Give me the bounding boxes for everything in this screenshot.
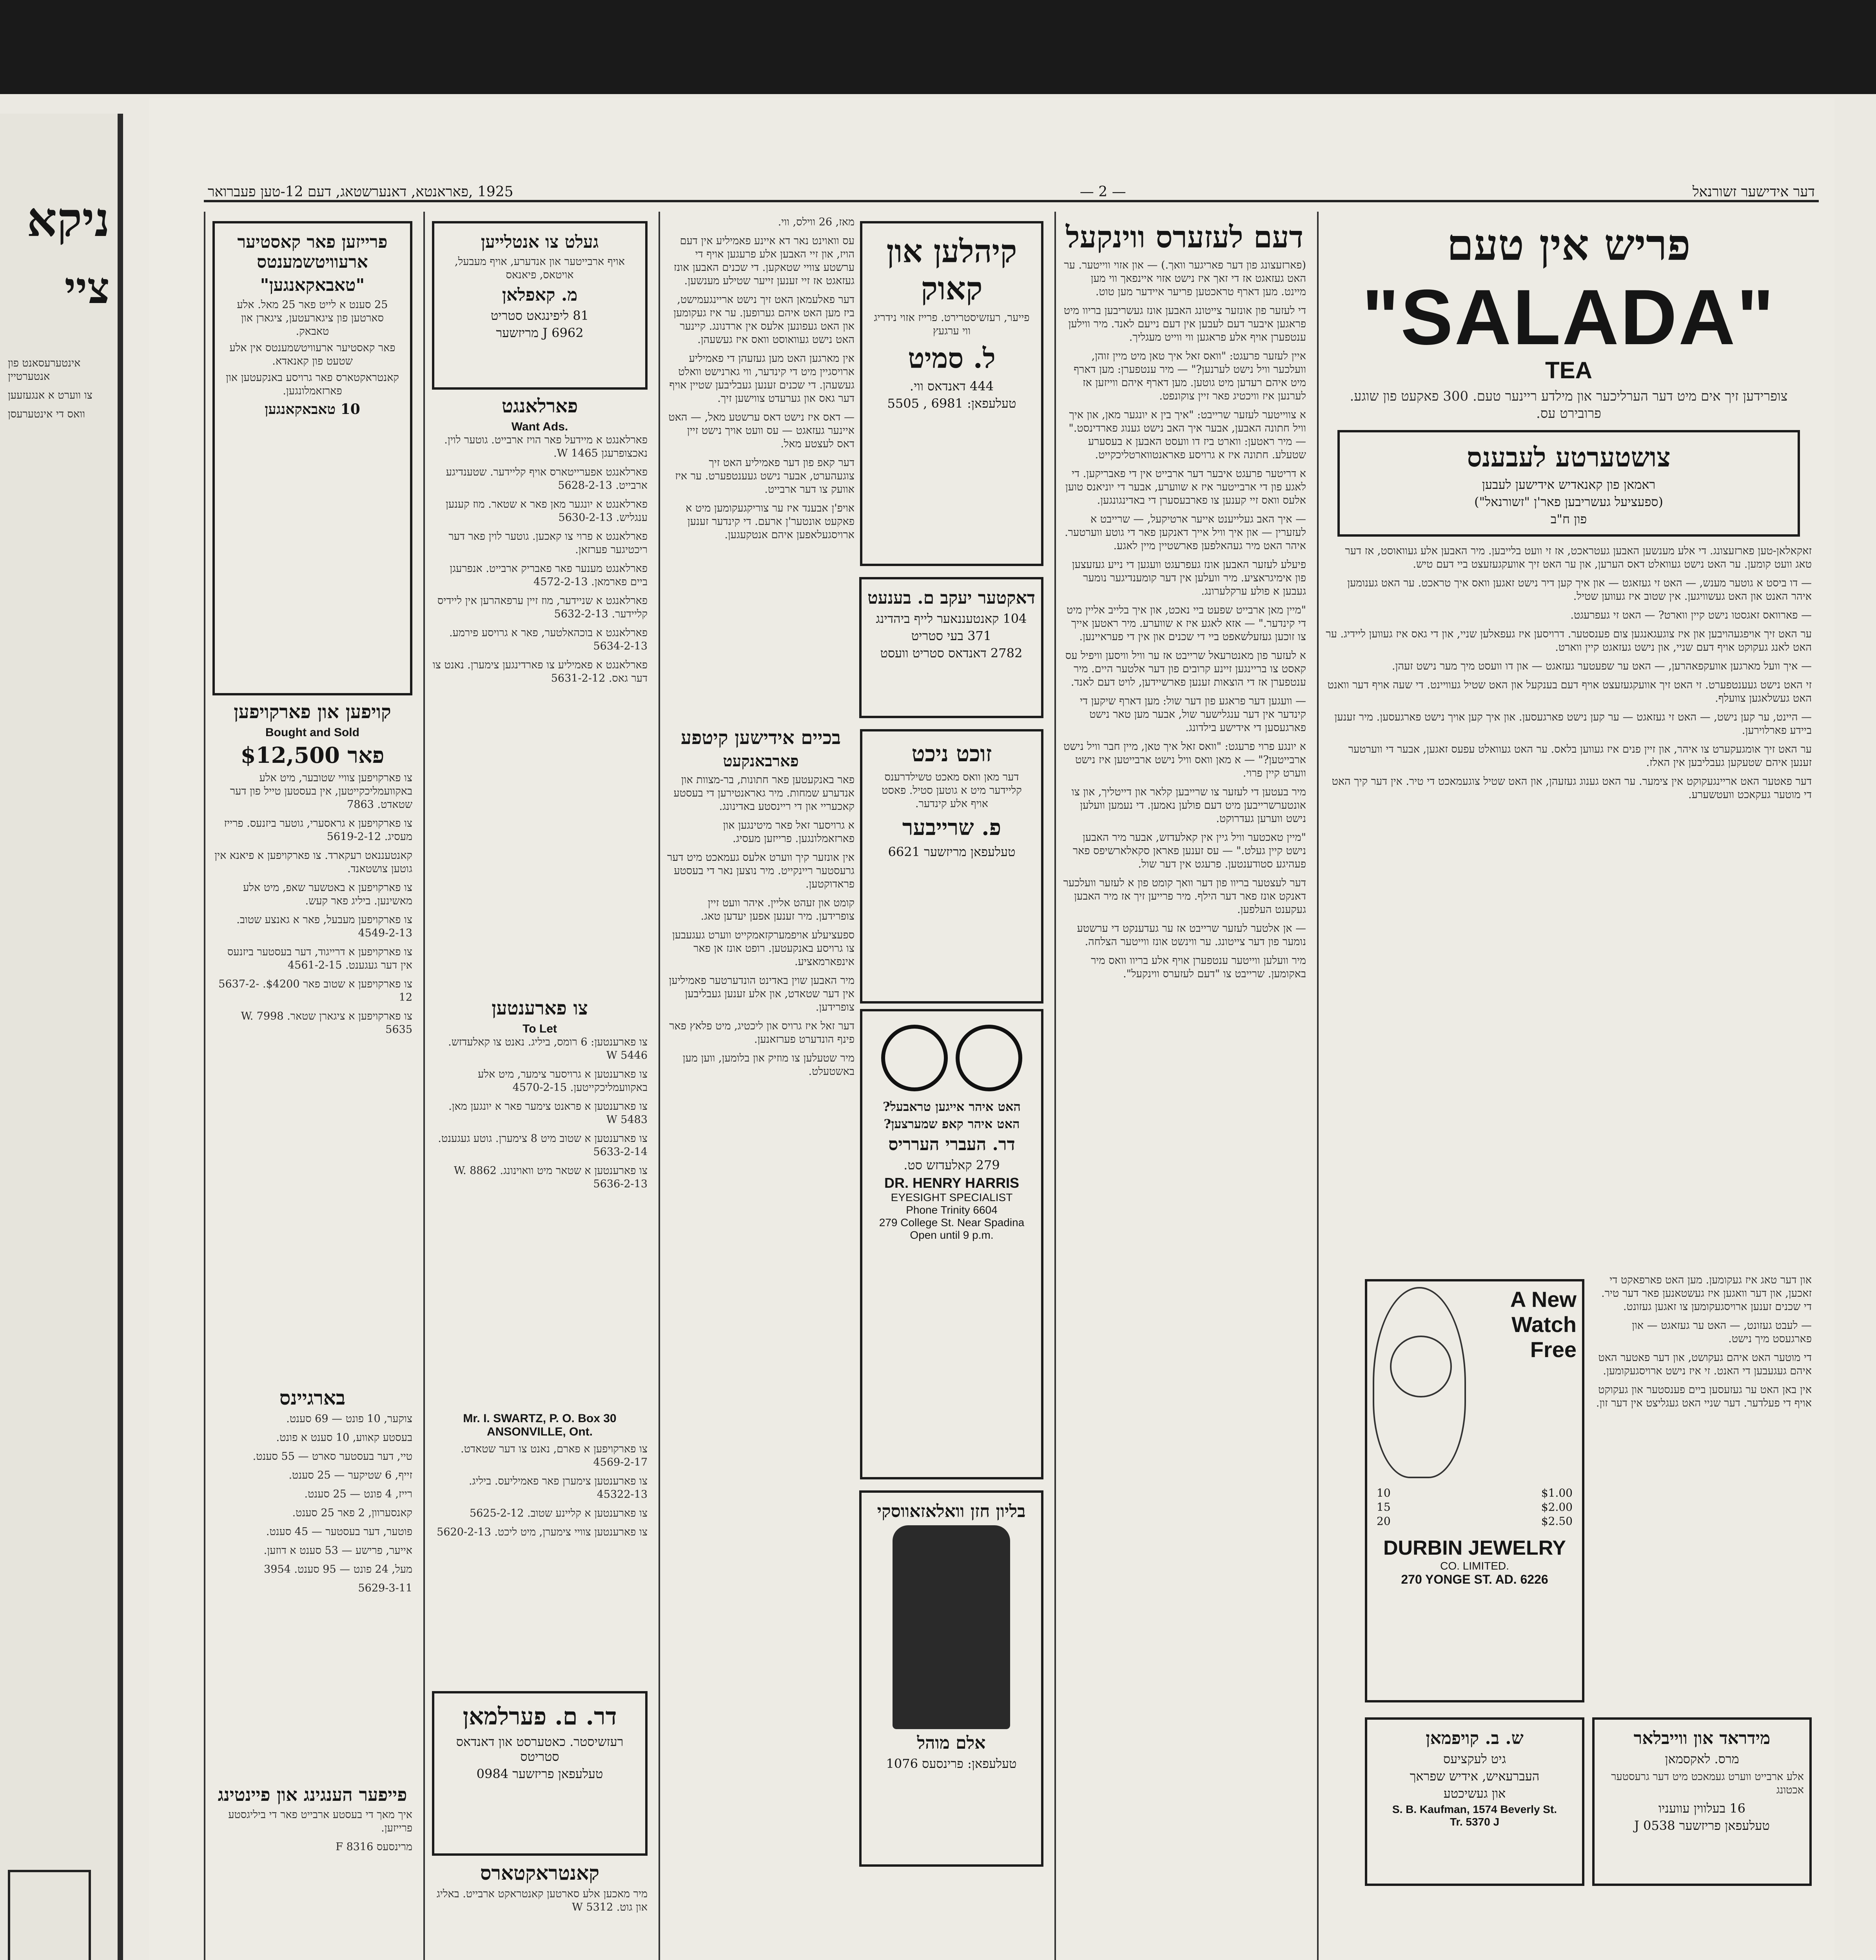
watch-title-3: Free (1530, 1337, 1577, 1362)
midwife-ad[interactable]: מידראד און ווייבלאר מרס. לאקסמאן אלע ארבייט ווערט געמאכט מיט דער גרעסטער אכטונג 16 בעלווין עוועניו טעלעפאן פריזשער J 0538 (1592, 1717, 1812, 1886)
doctor-bennett-address2: 371 בעי סטריט (911, 628, 992, 643)
serial-box (1337, 430, 1800, 537)
coal-ad-address: 444 דאנדאס ווי. (909, 379, 994, 394)
adjacent-page-strip (0, 114, 123, 1960)
want-ads-title: פארלאנגט (501, 395, 578, 417)
mohel-ad-name: אלם מוהל (917, 1733, 986, 1753)
loan-ad-address: 81 ליפינגאט סטריט (490, 308, 589, 323)
watch-price: $1.00 (1541, 1486, 1573, 1499)
bargains-title: בארגיינס (279, 1386, 346, 1409)
coal-ad-title: קיהלען און קאוק (886, 233, 1017, 307)
schreiber-ad[interactable]: זוכט ניכט דער מאן וואס מאכט טשילדרענס קליידער מיט א גוטען סטיל. פאסט אויף אלע קינדער. פ. שרייבער טעלעפאן מריזשער 6621 (860, 729, 1043, 1004)
watch-qty: 15 (1377, 1501, 1391, 1514)
schreiber-ad-title: זוכט ניכט (911, 741, 992, 767)
left-image-box (8, 1870, 91, 1960)
schreiber-ad-name: פ. שרייבער (902, 815, 1002, 840)
col3-text-top: מאז, 26 ווילס, ווי. עס וואוינט נאר דא איינע פאמיליע אין דעם הויז, און זיי האבען אלע פרעגען אויף די ערשטע צוויי שטאקען. די שכנים האבען אונז געזאגט אז זיי זענען זייער שטילע מענשען. דער פאלעמאן האט זיך נישט אריינגעמישט, ביז מען האט איהם גערופען. ער איז געקומען און האט געפונען אלעס אין ארדנונג. קיינער האט נישט געוואוסט וואס איז געשעהן. אין מארגען האט מען געזעהן די פאמיליע ארויסגיין מיט די קינדער, ווי גארנישט וואלט געשעהן. די שכנים זענען געבליבען שטיין אויף דער גאס און גערעדט צווישען זיך. — דאס איז נישט דאס ערשטע מאל, — האט איינער געזאגט — עס וועט אויך נישט זיין דאס לעצטע מאל. דער קאפ פון דער פאמיליע האט זיך צוגעהערט, אבער נישט געענטפערט. ער איז אוועק צו דער ארבייט. אויפ'ן אבענד איז ער צוריקגעקומען מיט א פאקעט אונטער'ן ארעם. די קינדער זענען ארויסגעלאפען איהם אנטקעגען. (667, 216, 855, 572)
serial-text: זאקאלאן-טען פארזעצונג. די אלע מענשען האבען געטראכט, אז זי וועט בלייבען. מיר האבען אלע געוואוסט, אז דער טאג וועט קומען. ער האט נישט געוואלט דאס הערען, און ער האט זיך אוועקגעזעצט ביי דעם טיש. — דו ביסט א גוטער מענש, — האט זי געזאגט — און איך קען דיר נישט זאגען וואס איך טראכט. ער האט גענומען איהר האנט און האט געשוויגען. אין שטוב איז געווען שטיל. — פארוואס זאגסטו נישט קיין ווארט? — האט זי געפרעגט. ער האט זיך אויפגעהויבען און איז צוגעגאנגען צום פענסטער. דרויסען איז געפאלען שניי, און די גאס איז געווען ליידיג. ער האט לאנג געקוקט אויף דעם שניי, און נישט געזאגט קיין ווארט. — איך וועל מארגען אוועקפאהרען, — האט ער שפעטער געזאגט — און דו וועסט מיך מער נישט זעהן. זי האט נישט געענטפערט. זי האט זיך אוועקגעזעצט אויף דעם בענקעל און האט שטיל געוויינט. די שעה אויף דער וואנט האט געשלאגען צוועלף. — היינט, ער קען נישט, — האט זי געזאגט — ער קען נישט פארגעסען. און איך קען אויך נישט פארגעסען. מיר זענען ביידע פארלוירען. ער האט זיך אומגעקערט צו איהר, און זיין פנים איז געווען בלאס. ער האט געוואלט עפעס זאגען, אבער די ווערטער זענען איהם שטעקען געבליבען אין האלז. דער פאטער האט אריינגעקוקט אין צימער. ער האט גענוג געזעהן, און האט שטיל צוגעמאכט די טיר. אין דער קיך האט די מוטער געקאכט וועטשערע. (1326, 545, 1812, 801)
left-fragment-text: אינטערעסאנט פון אנטערטיין צו ווערט א אנגעזעען וואס די אינטערעסן (8, 357, 93, 420)
bargains-text: צוקער, 10 פונט — 69 סענט. בעסטע קאווע, 10 סענט א פונט. טיי, דער בעסטער סארט — 55 סענט. זייף, 6 שטיקער — 25 סענט. רייז, 4 פונט — 25 סענט. קאנסערוון, 2 פאר 25 סענט. פוטער, דער בעסטער — 45 סענט. אייער, פרישע — 53 סענט א דוזען. מעל, 24 פונט — 95 סענט. 3954 5629-3-11 (252, 1413, 412, 1594)
coal-ad-name: ל. סמיט (908, 342, 996, 374)
midwife-address: 16 בעלווין עוועניו (1658, 1801, 1746, 1816)
loan-ad-name: מ. קאפלאן (502, 285, 578, 305)
salada-blurb: צופרידען זיך אים מיט דער הערליכער און מילדע ריינער טעם. 300 פאקעט פון שוגע. פרובירט עס. (1350, 388, 1788, 421)
bought-sold-en: Bought and Sold (265, 726, 359, 739)
lessons-phone: Tr. 5370 J (1450, 1816, 1500, 1828)
dr-perlman-sub: רעזשיסטר. כאטערסט און דאנדאס סטריטס (456, 1734, 624, 1764)
doctor-bennett-title: דאקטער יעקב ם. בענעט (867, 588, 1035, 608)
serial-text-cont: און דער טאג איז געקומען. מען האט פארפאקט די זאכען, און דער וואגען איז געשטאנען פאר דער טיר. די שכנים זענען ארויסגעקומען צו זאגען געזונט. — לעבט געזונט, — האט ער געזאגט — און פארגעסט מיך נישט. די מוטער האט איהם געקושט, און דער פאטער האט איהם געגעבען די האנט. זי איז נישט ארויסגעקומען. אין באן האט ער געזעסען ביים פענסטער און געקוקט אויף די פעלדער. דער שניי האט געגליצט אין דער זון. (1596, 1274, 1812, 1409)
readers-corner-text: (פארזעצונג פון דער פאריגער וואך.) — און אזוי ווייטער. ער האט געזאגט אז די זאך איז נישט אזוי איינפאך ווי מען מיינט. מען דארף טראכטען פריער איידער מען טוט. די לעזער פון אונזער צייטונג האבען אונז געשריבען בריוו מיט פראגען איבער דעם לעבען אין דעם נייעם לאנד. מיר ווילען ענטפערן אויף אלע פראגען ווי ווייט מעגליך. איין לעזער פרעגט: "וואס זאל איך טאן מיט מיין זוהן, וועלכער וויל נישט לערנען?" — מיר ענטפערן: מען דארף מיט איהם רעדען מיט גוטען. מען דארף איהם ווייזען אז לערנען איז וויכטיג פאר זיין צוקונפט. א צווייטער לעזער שרייבט: "איך בין א יונגער מאן, און איך וויל חתונה האבען, אבער איך האב נישט גענוג פארדינסט." — מיר ראטען: ווארט ביז דו וועסט האבען א בעסערע שטעלע. חתונה איז א גרויסע פאראנטווארטליכקייט. א דריטער פרעגט איבער דער ארבייט אין די פאבריקען. די לאגע פון די ארבייטער איז א שווערע, אבער די יוניאנס טוען אלעס וואס זיי קענען צו פארבעסערן די באדינגונגען. — איך האב געלייענט אייער ארטיקעל, — שרייבט א לעזערין — און איך וויל אייך דאנקען פאר די גוטע ווערטער. איהר האט מיר געהאלפען פארשטיין מיין לאגע. פיעלע לעזער האבען אונז געפרעגט וועגען די נייע געזעצען פון אימיגראציע. מיר וועלען אין דער קומענדיגער נומער געבען א פולע ערקלערונג. "מיין מאן ארבייט שפעט ביי נאכט, און איך בלייב אליין מיט די קינדער." — אזא לאגע איז א שווערע. מיר ראטען אייך צו זוכען געזעלשאפט ביי די שכנים און אין די פעראיינען. א לעזער פון מאנטרעאל שרייבט אז ער וויל וויסען וויפיל עס קאסט צו בריינגען זיינע קרובים פון דער אלטער היים. מיר ענטפערן אז די הוצאות זענען פארשיידען, לויט דעם לאנד. — וועגען דער פראגע פון דער שול: מען דארף שיקען די קינדער אין דער ענגלישער שול, אבער מען טאר נישט פארגעסען די אידישע בילדונג. א יונגע פרוי פרעגט: "וואס זאל איך טאן, מיין חבר וויל נישט ארבייטען?" — א מאן וואס וויל נישט ארבייטען איז נישט ווערט קיין פרוי. מיר בעטען די לעזער צו שרייבען קלאר און דייטליך, און צו אונטערשרייבען מיט דעם פולען נאמען. די נעמען וועלען נישט ווערען געדרוקט. "מיין טאכטער וויל גיין אין קאלעדזש, אבער מיר האבען נישט קיין געלט." — עס זענען פאראן סקאלארשיפס פאר פעהיגע סטודענטען. פרעגט אין דער שול. דער לעצטער בריוו פון דער וואך קומט פון א לעזער וועלכער דאנקט אונז פאר דער הילף. מיר פרייען זיך אז מיר האבען געקענט העלפען. — אן אלטער לעזער שרייבט אז ער געדענקט די ערשטע נומער פון דער צייטונג. ער ווינשט אונז ווייטער הצלחה. מיר וועלען ווייטער ענטפערן אויף אלע בריוו וואס מיר באקומען. שרייבט צו "דעם לעזערס ווינקעל". (1063, 259, 1306, 980)
eye-ad-name: דר. העברי הערריס (888, 1134, 1015, 1154)
paper-hanging-phone: מרינסעס F 8316 (336, 1841, 412, 1853)
paper-hanging-text: איך מאך די בעסטע ארבייט פאר די ביליגסטע פרייזען. מרינסעס F 8316 (212, 1808, 412, 1854)
tobacco-ad-footer: 10 טאבאקאנגען (265, 401, 360, 417)
watch-price: $2.50 (1541, 1515, 1573, 1528)
tea-headline: פריש אין טעם (1446, 220, 1691, 270)
serial-line-2: (ספעציעל געשריבען פאר'ן "זשורנאל") (1474, 494, 1664, 509)
swartz-address-1: Mr. I. SWARTZ, P. O. Box 30 (463, 1412, 617, 1425)
header-center: — 2 — (1080, 184, 1126, 200)
watch-ad[interactable] (1365, 1279, 1584, 1702)
to-let-text-2: צו פארקויפען א פארם, נאנט צו דער שטאדט. 4569-2-17 צו פארענטען צימערן פאר פאמיליעס. ביליג. 45322-13 צו פארענטען א קליינע שטוב. 5625-2-12 צו פארענטען צוויי צימערן, מיט ליכט. 5620-2-13 (437, 1443, 648, 1538)
serial-title: צושטערטע לעבענס (1467, 442, 1671, 473)
col3-note: מאז, 26 ווילס, ווי. (778, 216, 855, 228)
to-let-text: צו פארענטען: 6 רומס, ביליג. נאנט צו קאלעדזש. 5446 W צו פארענטען א גרויסער צימער, מיט אלע באקוועמליכקייטען. 4570-2-15 צו פארענטען א פראנט צימער פאר א יונגען מאן. 5483 W צו פארענטען א שטוב מיט 8 צימערן. גוטע געגענט. 5633-2-14 צו פארענטען א שטאר מיט וואוינונג. 8862 W. 5636-2-13 (438, 1036, 648, 1190)
loan-ad-phone: 6962 J מריזשער (496, 325, 584, 340)
to-let-en: To Let (523, 1022, 557, 1035)
column-2 (1054, 212, 1313, 1960)
coal-ad[interactable]: קיהלען און קאוק פייער, רעזשיסטרירט. פרייז אזוי נידריג ווי ערגעץ ל. סמיט 444 דאנדאס ווי. טעלעפאן: 6981 , 5505 (860, 221, 1043, 566)
tobacco-ad-brand: "טאבאקאנגען" (260, 275, 365, 295)
want-ads-text: פארלאנגט א מיידעל פאר הויז ארבייט. גוטער לוין. נאכצופרעגן 1465 W. פארלאנגט אפערייטארס אויף קליידער. שטענדיגע ארבייט. 5628-2-13 פארלאנגט א יונגער מאן פאר א שטאר. מוז קענען ענגליש. 5630-2-13 פארלאנגט א פרוי צו קאכען. גוטער לוין פאר דער ריכטיגער פערזאן. פארלאנגט מענער פאר פאבריק ארבייט. אנפרעגן ביים פארמאן. 4572-2-13 פארלאנגט א שניידער, מוז זיין ערפאהרען אין ליידיס קליידער. 5632-2-13 פארלאנגט א בוכהאלטער, פאר א גרויסע פירמע. 5634-2-13 פארלאנגט א פאמיליע צו פארדינגען צימערן. נאנט צו דער גאס. 5631-2-12 (432, 434, 648, 684)
col1-small-ads (1326, 1712, 1812, 1891)
want-ads-en: Want Ads. (511, 420, 568, 433)
portrait-image (893, 1525, 1010, 1729)
eye-ad-en-name: DR. HENRY HARRIS (884, 1175, 1020, 1191)
glasses-icon (876, 1025, 1028, 1091)
lessons-line-2: און געשיכטע (1443, 1786, 1506, 1801)
price-headline: פאר $12,500 (240, 742, 385, 768)
readers-corner-title: דעם לעזערס ווינקעל (1066, 220, 1303, 254)
dr-perlman-ad[interactable] (432, 1691, 648, 1856)
eye-ad-line-2: האט איהר קאפ שמערצען? (884, 1116, 1020, 1131)
tobacco-ad-title: פרייזען פאר קאסטיער ארעוויטשמענטס (237, 232, 388, 272)
eye-ad-en-hours: Open until 9 p.m. (910, 1229, 994, 1241)
schreiber-ad-phone: טעלעפאן מריזשער 6621 (888, 844, 1016, 859)
column-4 (423, 212, 655, 1960)
mohel-ad-phone: טעלעפאן: פרינסעס 1076 (886, 1756, 1017, 1771)
hebrew-lessons-ad[interactable] (1365, 1717, 1584, 1886)
dr-perlman-phone: טעלעפאן פריזשער 0984 (476, 1766, 603, 1781)
bought-sold-title: קויפען און פארקויפען (234, 701, 391, 723)
watch-icon (1373, 1287, 1466, 1478)
eye-ad-en-phone: Phone Trinity 6604 (906, 1204, 998, 1216)
dr-perlman-title: דר. ם. פערלמאן (463, 1703, 617, 1730)
eye-ad-address: 279 קאלעדזש סט. (904, 1158, 1000, 1172)
lessons-sub: גיט לעקציעס (1443, 1751, 1506, 1766)
watch-price-list (1377, 1486, 1573, 1528)
midwife-name: מרס. לאקסמאן (1665, 1751, 1739, 1766)
jeweler-address: 270 YONGE ST. AD. 6226 (1401, 1572, 1548, 1586)
contractors-text: מיר מאכען אלע סארטען קאנטראקט ארבייט. באליג און גוט. 5312 W (436, 1888, 648, 1913)
col1-bottom-ads (1326, 1274, 1812, 1708)
watch-qty: 10 (1377, 1486, 1391, 1499)
kitchen-sub: פארבאנקעט (723, 752, 799, 770)
serial-line-1: ראמאן פון קאנאדיש אידישען לעבען (1482, 477, 1656, 492)
col3-text-mid: פאר באנקעטען פאר חתונות, בר-מצוות און אנדערע שמחות. מיר גאראנטירען די בעסטע קאכעריי און די ריינסטע באדינונג. א גרויסער זאל פאר מיטינגען און פארזאמלונגען. פרייזען מעסיג. אין אונזער קיך ווערט אלעס געמאכט מיט דער גרעסטער ריינקייט. מיר נוצען נאר די בעסטע פראדוקטען. קומט און זעהט אליין. איהר וועט זיין צופרידען. מיר זענען אפען יעדען טאג. ספעציעלע אויפמערקזאמקייט ווערט געגעבען צו גרויסע באנקעטען. רופט אונז אן פאר אינפארמאציע. מיר האבען שוין באדינט הונדערטער פאמיליען אין דער שטאדט, און אלע זענען געבליבען צופרידען. דער זאל איז גרויס און ליכטיג, מיט פלאץ פאר פינף הונדערט פערזאנען. מיר שטעלען צו מוזיק און בלומען, ווען מען באשטעלט. (667, 774, 855, 1078)
serial-line-3: פון ח"ב (1550, 512, 1587, 526)
left-fragment-1: ניקא (27, 192, 110, 247)
page-header (204, 176, 1819, 202)
watch-title-2: Watch (1511, 1312, 1577, 1337)
lessons-line-1: העברעאיש, אידיש שפראך (1410, 1769, 1540, 1784)
coal-ad-phone: טעלעפאן: 6981 , 5505 (887, 396, 1016, 411)
doctor-bennett-address3: 2782 דאנדאס סטריט וועסט (880, 646, 1023, 661)
header-right: דער אידישער זשורנאל (1692, 184, 1815, 200)
midwife-phone: טעלעפאן פריזשער J 0538 (1634, 1818, 1770, 1833)
left-fragment-2: ציי (64, 263, 110, 313)
jeweler-name: DURBIN JEWELRY (1383, 1537, 1566, 1559)
to-let-title: צו פארענטען (492, 997, 588, 1019)
lessons-title: ש. ב. קויפמאן (1426, 1728, 1524, 1748)
doctor-bennett-address: 104 קאנטעננאער לייף ביהדינג (876, 611, 1027, 626)
eye-doctor-ad[interactable] (860, 1009, 1043, 1479)
contractors-title: קאנטראקטארס (480, 1861, 600, 1884)
jeweler-sub: CO. LIMITED. (1440, 1560, 1509, 1572)
watch-title-1: A New (1510, 1287, 1577, 1312)
doctor-bennett-ad[interactable] (859, 577, 1043, 718)
loan-ad[interactable]: געלט צו אנטלייען אויף ארבייטער און אנדערע, אויף מעבעל, אויטאס, פיאנאס מ. קאפלאן 81 ליפינגאט סטריט 6962 J מריזשער (432, 221, 648, 390)
paper-hanging-title: פייפער הענגינג און פיינטינג (218, 1784, 407, 1805)
eye-ad-en-title: EYESIGHT SPECIALIST (891, 1191, 1013, 1203)
mohel-ad-title: בליון חזן וואלאזאווסקי (877, 1501, 1026, 1521)
loan-ad-title: געלט צו אנטלייען (481, 232, 599, 252)
salada-brand: "SALADA" (1362, 274, 1776, 361)
swartz-address-2: ANSONVILLE, Ont. (487, 1425, 593, 1438)
mohel-ad[interactable] (859, 1490, 1043, 1867)
header-left: 1925 ,פאראנטא, דאנערשטאג, דעם 12-טען פעברואר (208, 184, 513, 200)
column-5 (204, 212, 419, 1960)
bought-sold-text: צו פארקויפען צוויי שטובער, מיט אלע באקוועמליכקייטען, אין בעסטען טייל פון דער שטאדט. 7863 צו פארקויפען א גראסערי, גוטער ביזנעס. פרייז מעסיג. 5619-2-12 קאנטעננאט רעקארד. צו פארקויפען א פיאנא אין גוטען צושטאנד. צו פארקויפען א באטשער שאפ, מיט אלע מאשינען. ביליג פאר קעש. צו פארקויפען מעבעל, פאר א גאנצע שטוב. 4549-2-13 צו פארקויפען א דרייגוד, דער בעסטער ביזנעס אין דער געגענט. 4561-2-15 צו פארקויפען א שטוב פאר $4200. 5637-2-12 צו פארקויפען א ציגארן שטאר. 7998 W. 5635 (214, 772, 412, 1036)
kitchen-title: בכיים אידישען קיטפע (680, 727, 841, 749)
eye-ad-en-address: 279 College St. Near Spadina (879, 1216, 1025, 1229)
watch-qty: 20 (1377, 1515, 1391, 1528)
column-3 (659, 212, 1050, 1960)
tobacco-ad[interactable]: פרייזען פאר קאסטיער ארעוויטשמענטס "טאבאקאנגען" 25 סענט א לייט פאר 25 מאל. אלע סארטען פון ציגארעטען, ציגארן און טאבאק. פאר קאסטיער ארעוויטשמענטס אין אלע שטעט פון קאנאדא. קאנטראקטארס פאר גרויסע באנקעטען און פארזאמלונגען. 10 טאבאקאנגען (212, 221, 412, 695)
lessons-address: S. B. Kaufman, 1574 Beverly St. (1392, 1803, 1557, 1815)
eye-ad-line-1: האט איהר אייגען טראבעל? (883, 1099, 1021, 1114)
midwife-title: מידראד און ווייבלאר (1633, 1728, 1771, 1748)
watch-price: $2.00 (1541, 1501, 1573, 1514)
salada-sub: TEA (1545, 357, 1592, 383)
column-1 (1317, 212, 1819, 1960)
